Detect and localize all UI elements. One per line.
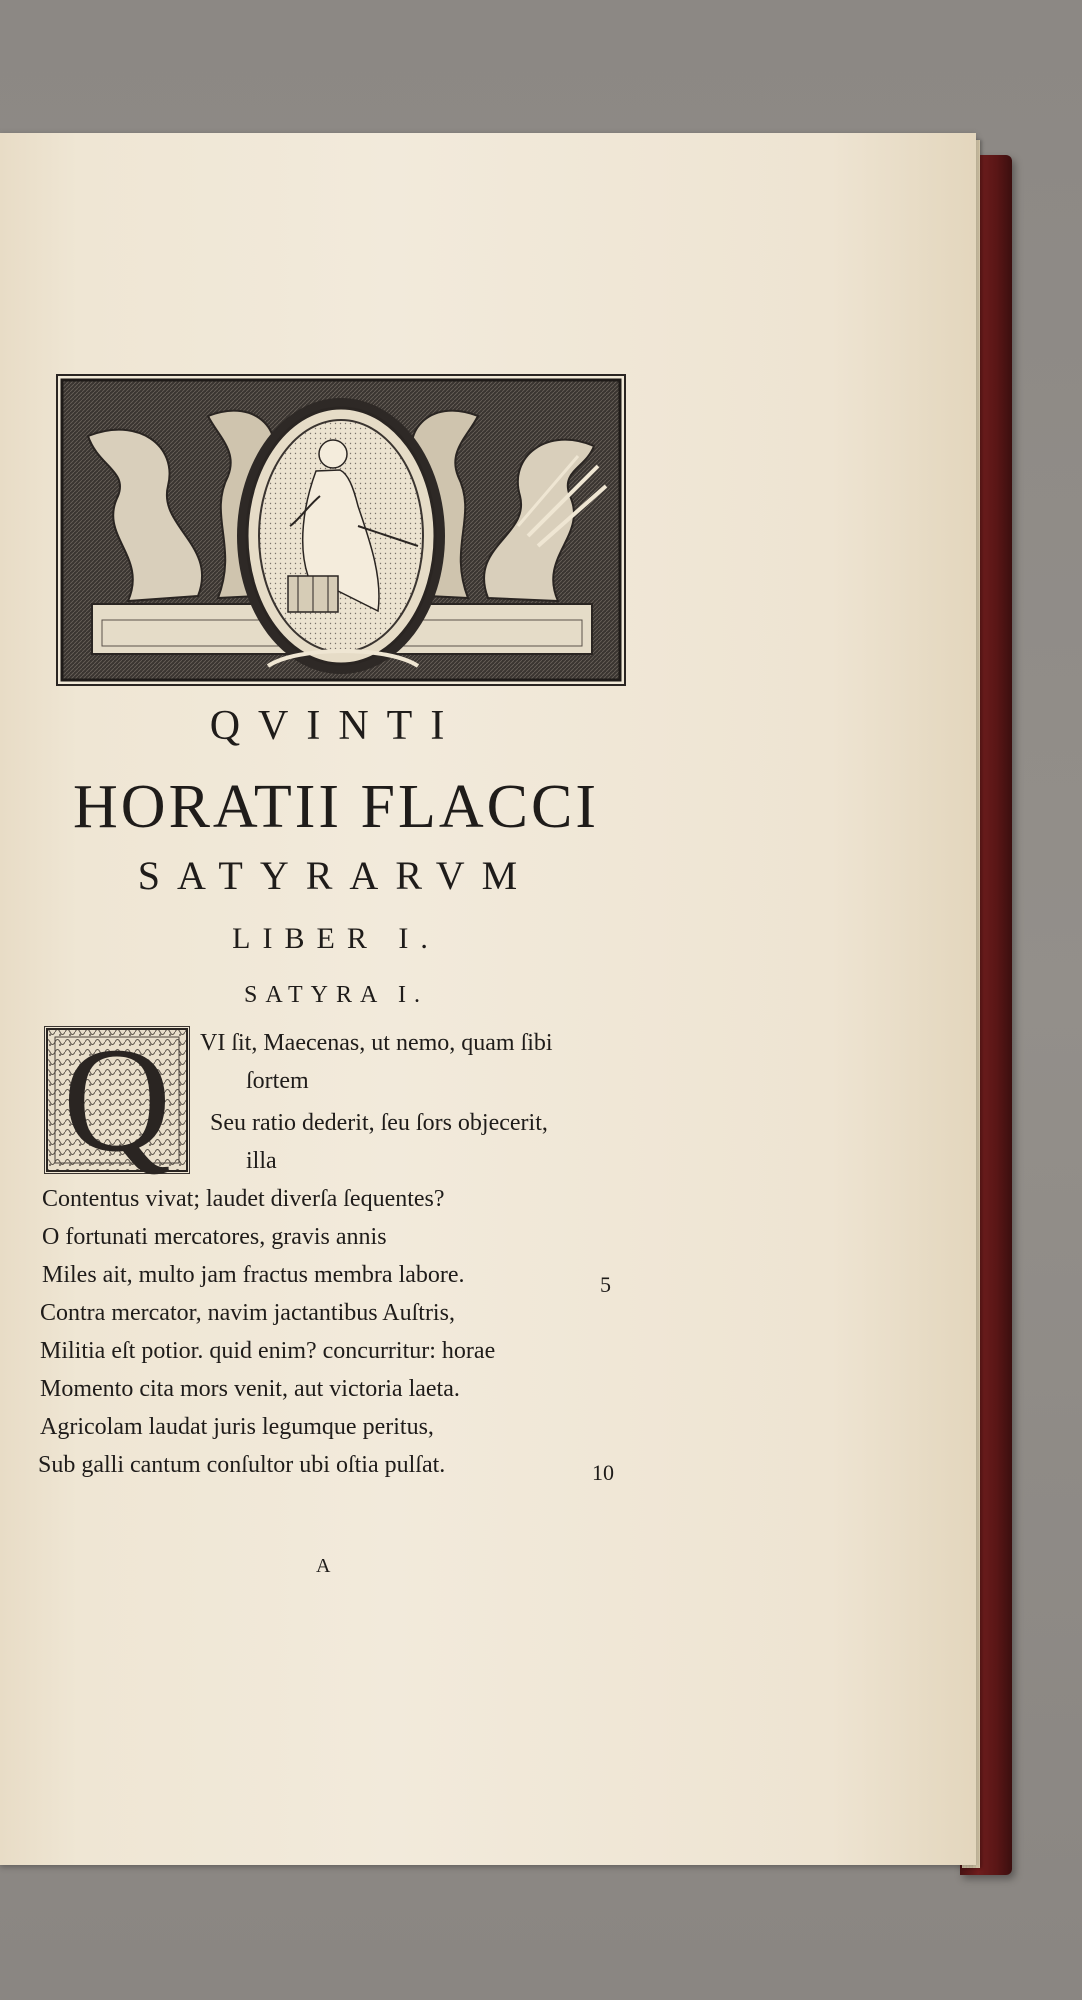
verse-line-10: Sub galli cantum conſultor ubi oſtia pulſat. xyxy=(38,1452,446,1478)
title-line-author: HORATII FLACCI xyxy=(73,773,599,841)
initial-letter: Q xyxy=(62,1017,172,1183)
headpiece-artwork xyxy=(58,376,624,684)
line-number-10: 10 xyxy=(592,1460,614,1485)
title-line-book: LIBER I. xyxy=(232,922,440,955)
verse-line-7: Militia eſt potior. quid enim? concurritur: horae xyxy=(40,1338,496,1364)
verse-line-1-continuation: ſortem xyxy=(246,1068,309,1094)
line-number-5: 5 xyxy=(600,1272,611,1297)
verse-line-5: Miles ait, multo jam fractus membra labore. xyxy=(42,1262,465,1288)
verse-line-9: Agricolam laudat juris legumque peritus, xyxy=(40,1414,434,1440)
signature-mark: A xyxy=(316,1555,331,1577)
verse-line-8: Momento cita mors venit, aut victoria laeta. xyxy=(40,1376,460,1402)
title-line-work: SATYRARVM xyxy=(137,853,535,898)
verse-line-2: Seu ratio dederit, ſeu ſors objecerit, xyxy=(210,1110,548,1136)
title-line-satire: SATYRA I. xyxy=(243,982,429,1008)
verse-line-4: O fortunati mercatores, gravis annis xyxy=(42,1224,387,1250)
title-line-praenomen: QVINTI xyxy=(209,703,463,749)
verse-line-6: Contra mercator, navim jactantibus Auſtris, xyxy=(40,1300,455,1326)
ornamental-initial-icon xyxy=(44,1017,190,1183)
verse-line-3: Contentus vivat; laudet diverſa ſequentes? xyxy=(42,1186,445,1212)
engraved-headpiece-icon xyxy=(56,374,626,686)
verse-line-2-continuation: illa xyxy=(246,1148,277,1174)
verse-line-1: VI ſit, Maecenas, ut nemo, quam ſibi xyxy=(200,1030,553,1056)
